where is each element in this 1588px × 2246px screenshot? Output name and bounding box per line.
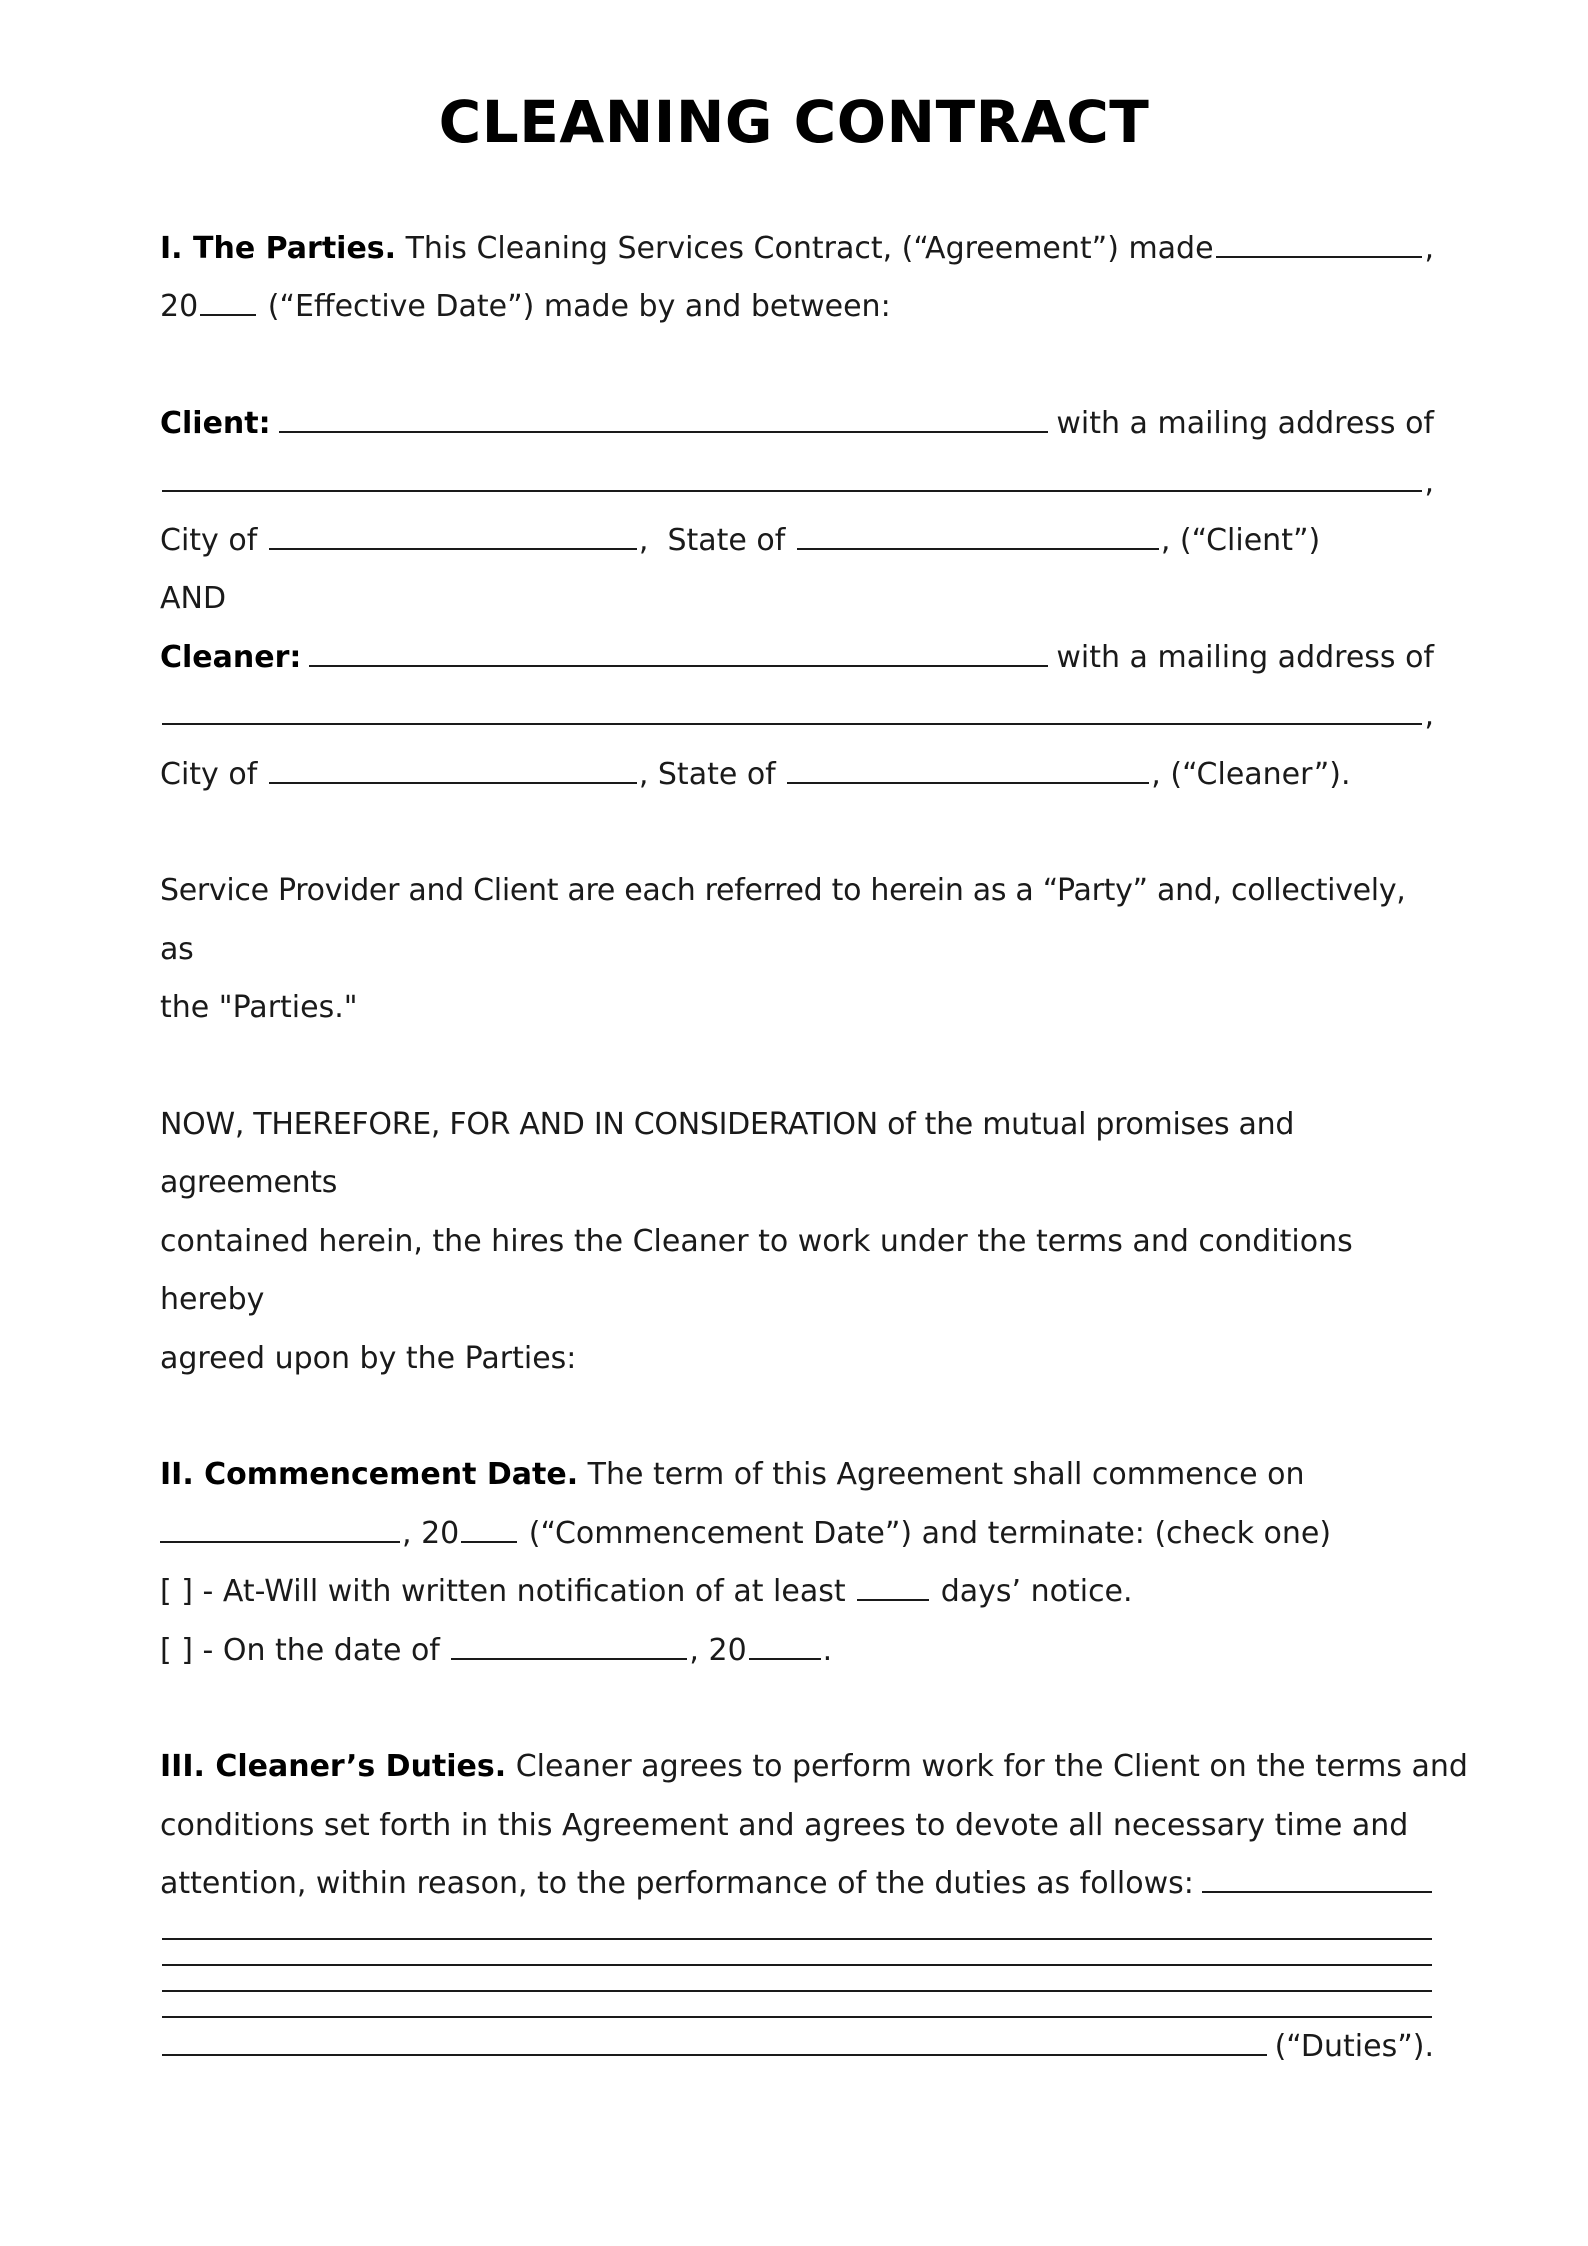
duties-blank-line (160, 1992, 1434, 2018)
parties-line-2 (160, 278, 1434, 336)
commencement-year-field[interactable] (461, 1517, 517, 1543)
cleaner-role-text: , (“Cleaner”). (1151, 756, 1351, 792)
client-state-field[interactable] (797, 524, 1159, 550)
commencement-terminate-text: (“Commencement Date”) and terminate: (check one) (528, 1515, 1332, 1551)
cleaner-city-field[interactable] (269, 758, 637, 784)
notice-days-text: days’ notice. (940, 1574, 1133, 1610)
cleaner-address-field[interactable] (162, 699, 1422, 725)
duties-end-label: (“Duties”). (1274, 2028, 1434, 2064)
consideration-line-1: NOW, THEREFORE, FOR AND IN CONSIDERATION of the mutual promises and agreements (160, 1107, 1295, 1201)
duties-follows-text: attention, within reason, to the performance of the duties as follows: (160, 1866, 1194, 1902)
client-line (160, 395, 1434, 453)
punctuation: , (1424, 698, 1434, 734)
at-will-checkbox-text[interactable]: [ ] - At-Will with written notification of at least (160, 1574, 846, 1610)
client-label: Client: (160, 406, 271, 442)
duties-field-3[interactable] (162, 1940, 1432, 1966)
end-date-checkbox-text[interactable]: [ ] - On the date of (160, 1632, 440, 1668)
duties-line-3 (160, 1855, 1434, 1913)
client-address-line (160, 454, 1434, 512)
client-address-field[interactable] (162, 466, 1422, 492)
duties-field-2[interactable] (162, 1914, 1432, 1940)
at-will-option[interactable] (160, 1563, 1434, 1621)
cleaner-label: Cleaner: (160, 639, 302, 675)
notice-days-field[interactable] (857, 1575, 929, 1601)
client-role-text: , (“Client”) (1160, 523, 1321, 559)
agreement-date-field[interactable] (1216, 232, 1423, 258)
cleaner-address-line (160, 687, 1434, 745)
end-date-option[interactable] (160, 1622, 1434, 1680)
cleaner-city-state-line (160, 746, 1434, 804)
state-of-label: , State of (638, 756, 776, 792)
year-prefix: , 20 (402, 1515, 460, 1551)
duties-end-line (160, 2018, 1434, 2076)
duties-field-5[interactable] (162, 1992, 1432, 2018)
and-line (160, 570, 1434, 628)
duties-blank-line (160, 1966, 1434, 1992)
duties-heading: III. Cleaner’s Duties. (160, 1749, 507, 1785)
city-of-label: City of (160, 523, 258, 559)
duties-intro-text: Cleaner agrees to perform work for the Client on the terms and (515, 1749, 1468, 1785)
parties-line-1 (160, 220, 1434, 278)
effective-year-field[interactable] (200, 290, 256, 316)
end-year-field[interactable] (749, 1634, 821, 1660)
cleaner-state-field[interactable] (787, 758, 1149, 784)
duties-line-1 (160, 1738, 1468, 1796)
client-city-state-line (160, 512, 1434, 570)
parties-heading: I. The Parties. (160, 231, 397, 266)
punctuation: , (638, 523, 649, 559)
duties-blank-line (160, 1914, 1434, 1940)
city-of-label: City of (160, 756, 258, 792)
duties-field-1[interactable] (1202, 1867, 1432, 1893)
duties-blank-line (160, 1940, 1434, 1966)
punctuation: , (1424, 231, 1434, 266)
contract-body (160, 220, 1468, 2076)
cleaner-line (160, 629, 1434, 687)
parties-intro-text: This Cleaning Services Contract, (“Agreement”) made (405, 231, 1214, 266)
commencement-intro-text: The term of this Agreement shall commence on (587, 1457, 1305, 1493)
commencement-heading: II. Commencement Date. (160, 1457, 579, 1493)
client-mailing-text: with a mailing address of (1056, 406, 1434, 442)
year-prefix: , 20 (689, 1632, 747, 1668)
commencement-line-2 (160, 1505, 1434, 1563)
cleaner-name-field[interactable] (309, 641, 1048, 667)
and-text: AND (160, 581, 227, 617)
client-city-field[interactable] (269, 524, 637, 550)
consideration-line-2: contained herein, the hires the Cleaner to work under the terms and conditions hereby (160, 1223, 1353, 1318)
punctuation: . (822, 1632, 833, 1668)
duties-field-4[interactable] (162, 1966, 1432, 1992)
consideration-line-3: agreed upon by the Parties: (160, 1340, 577, 1376)
state-of-label: State of (667, 523, 786, 559)
commencement-date-field[interactable] (160, 1517, 400, 1543)
cleaner-mailing-text: with a mailing address of (1056, 639, 1434, 675)
document-title: CLEANING CONTRACT (438, 88, 1150, 156)
client-name-field[interactable] (279, 407, 1049, 433)
punctuation: , (1424, 464, 1434, 500)
party-definition-line-2: the "Parties." (160, 990, 358, 1026)
effective-date-text: (“Effective Date”) made by and between: (267, 289, 891, 325)
duties-field-6[interactable] (162, 2030, 1267, 2056)
party-definition-line-1: Service Provider and Client are each referred to herein as a “Party” and, collectively, as (160, 873, 1406, 967)
commencement-line-1 (160, 1446, 1434, 1504)
year-prefix: 20 (160, 289, 199, 325)
end-date-field[interactable] (451, 1634, 687, 1660)
duties-line-2: conditions set forth in this Agreement and agrees to devote all necessary time and (160, 1807, 1409, 1843)
